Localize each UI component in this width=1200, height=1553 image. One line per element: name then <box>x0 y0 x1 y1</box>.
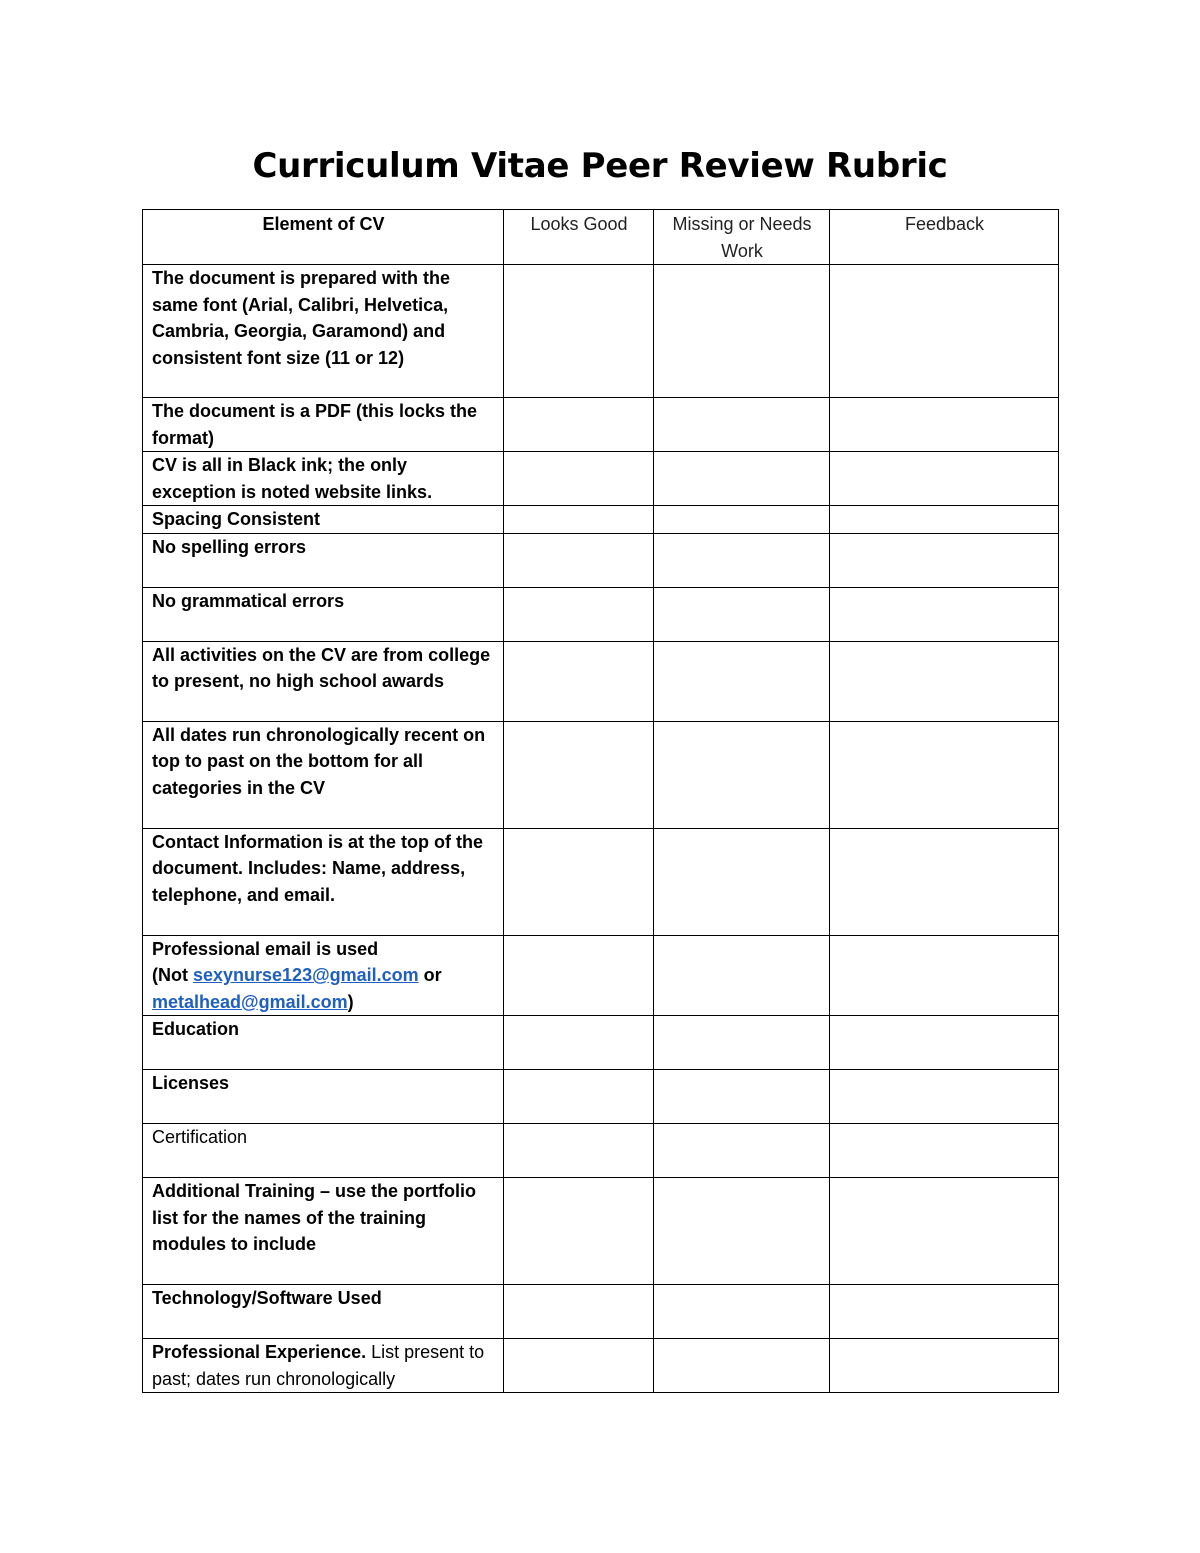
table-row <box>143 935 1059 1016</box>
needs-work-cell[interactable] <box>654 533 830 587</box>
feedback-cell[interactable] <box>830 721 1059 828</box>
table-row <box>143 398 1059 452</box>
table-row <box>143 828 1059 935</box>
table-row <box>143 506 1059 534</box>
needs-work-cell[interactable] <box>654 265 830 398</box>
looks-good-cell[interactable] <box>504 1124 654 1178</box>
rubric-table <box>142 209 1059 1393</box>
row-label: Spacing Consistent <box>143 506 504 534</box>
row-label-text: Certification <box>152 1127 248 1147</box>
feedback-cell[interactable] <box>830 452 1059 506</box>
email-paren-open: (Not <box>152 965 193 985</box>
needs-work-cell[interactable] <box>654 398 830 452</box>
example-email-link-1[interactable]: sexynurse123@gmail.com <box>192 965 419 985</box>
looks-good-cell[interactable] <box>504 1178 654 1285</box>
row-label: CV is all in Black ink; the only exception is noted website links. <box>143 452 504 506</box>
row-label: Licenses <box>143 1070 504 1124</box>
needs-work-cell[interactable] <box>654 1070 830 1124</box>
needs-work-cell[interactable] <box>654 452 830 506</box>
email-paren-close: ) <box>347 991 354 1012</box>
row-label: Additional Training – use the portfolio list for the names of the training modules to include <box>143 1178 504 1285</box>
needs-work-cell[interactable] <box>654 1339 830 1393</box>
looks-good-cell[interactable] <box>504 1285 654 1339</box>
header-feedback: Feedback <box>830 210 1059 265</box>
row-label: No spelling errors <box>143 533 504 587</box>
page-title: Curriculum Vitae Peer Review Rubric <box>252 146 948 186</box>
row-label <box>143 1124 504 1178</box>
looks-good-cell[interactable] <box>504 265 654 398</box>
table-row <box>143 265 1059 398</box>
needs-work-cell[interactable] <box>654 641 830 721</box>
looks-good-cell[interactable] <box>504 452 654 506</box>
needs-work-cell[interactable] <box>654 828 830 935</box>
email-rule-text: Professional email is used <box>152 938 379 959</box>
row-label-bold: Professional Experience. <box>152 1342 367 1362</box>
table-row <box>143 452 1059 506</box>
feedback-cell[interactable] <box>830 1339 1059 1393</box>
feedback-cell[interactable] <box>830 265 1059 398</box>
row-label: The document is a PDF (this locks the format) <box>143 398 504 452</box>
feedback-cell[interactable] <box>830 398 1059 452</box>
feedback-cell[interactable] <box>830 828 1059 935</box>
feedback-cell[interactable] <box>830 587 1059 641</box>
row-label: The document is prepared with the same font (Arial, Calibri, Helvetica, Cambria, Georgia, Garamond) and consistent font size (11 or 12) <box>143 265 504 398</box>
row-label: All dates run chronologically recent on top to past on the bottom for all categories in the CV <box>143 721 504 828</box>
needs-work-cell[interactable] <box>654 506 830 534</box>
email-or: or <box>418 965 442 985</box>
looks-good-cell[interactable] <box>504 533 654 587</box>
looks-good-cell[interactable] <box>504 935 654 1016</box>
looks-good-cell[interactable] <box>504 398 654 452</box>
header-looks-good: Looks Good <box>504 210 654 265</box>
table-row <box>143 533 1059 587</box>
table-row <box>143 1339 1059 1393</box>
needs-work-cell[interactable] <box>654 721 830 828</box>
table-row <box>143 1070 1059 1124</box>
looks-good-cell[interactable] <box>504 506 654 534</box>
looks-good-cell[interactable] <box>504 641 654 721</box>
feedback-cell[interactable] <box>830 935 1059 1016</box>
looks-good-cell[interactable] <box>504 1016 654 1070</box>
feedback-cell[interactable] <box>830 1016 1059 1070</box>
needs-work-cell[interactable] <box>654 1178 830 1285</box>
feedback-cell[interactable] <box>830 1285 1059 1339</box>
feedback-cell[interactable] <box>830 1124 1059 1178</box>
header-missing: Missing or Needs Work <box>654 210 830 265</box>
looks-good-cell[interactable] <box>504 1339 654 1393</box>
row-label: Education <box>143 1016 504 1070</box>
table-row <box>143 587 1059 641</box>
looks-good-cell[interactable] <box>504 828 654 935</box>
feedback-cell[interactable] <box>830 641 1059 721</box>
table-row <box>143 721 1059 828</box>
table-row <box>143 1016 1059 1070</box>
row-label <box>143 1339 504 1393</box>
feedback-cell[interactable] <box>830 1070 1059 1124</box>
table-row <box>143 1178 1059 1285</box>
row-label: Contact Information is at the top of the document. Includes: Name, address, telephone, and email. <box>143 828 504 935</box>
row-label: All activities on the CV are from college to present, no high school awards <box>143 641 504 721</box>
table-row <box>143 1124 1059 1178</box>
needs-work-cell[interactable] <box>654 1124 830 1178</box>
table-row <box>143 641 1059 721</box>
looks-good-cell[interactable] <box>504 587 654 641</box>
table-row <box>143 1285 1059 1339</box>
example-email-link-2[interactable]: metalhead@gmail.com <box>152 991 348 1012</box>
needs-work-cell[interactable] <box>654 1016 830 1070</box>
row-label-email <box>143 935 504 1016</box>
feedback-cell[interactable] <box>830 1178 1059 1285</box>
header-row <box>143 210 1059 265</box>
needs-work-cell[interactable] <box>654 935 830 1016</box>
row-label-normal: List present to past; dates run chronologically <box>152 1342 485 1389</box>
row-label: Technology/Software Used <box>143 1285 504 1339</box>
looks-good-cell[interactable] <box>504 721 654 828</box>
looks-good-cell[interactable] <box>504 1070 654 1124</box>
feedback-cell[interactable] <box>830 533 1059 587</box>
needs-work-cell[interactable] <box>654 587 830 641</box>
row-label: No grammatical errors <box>143 587 504 641</box>
needs-work-cell[interactable] <box>654 1285 830 1339</box>
header-element: Element of CV <box>143 210 504 265</box>
feedback-cell[interactable] <box>830 506 1059 534</box>
